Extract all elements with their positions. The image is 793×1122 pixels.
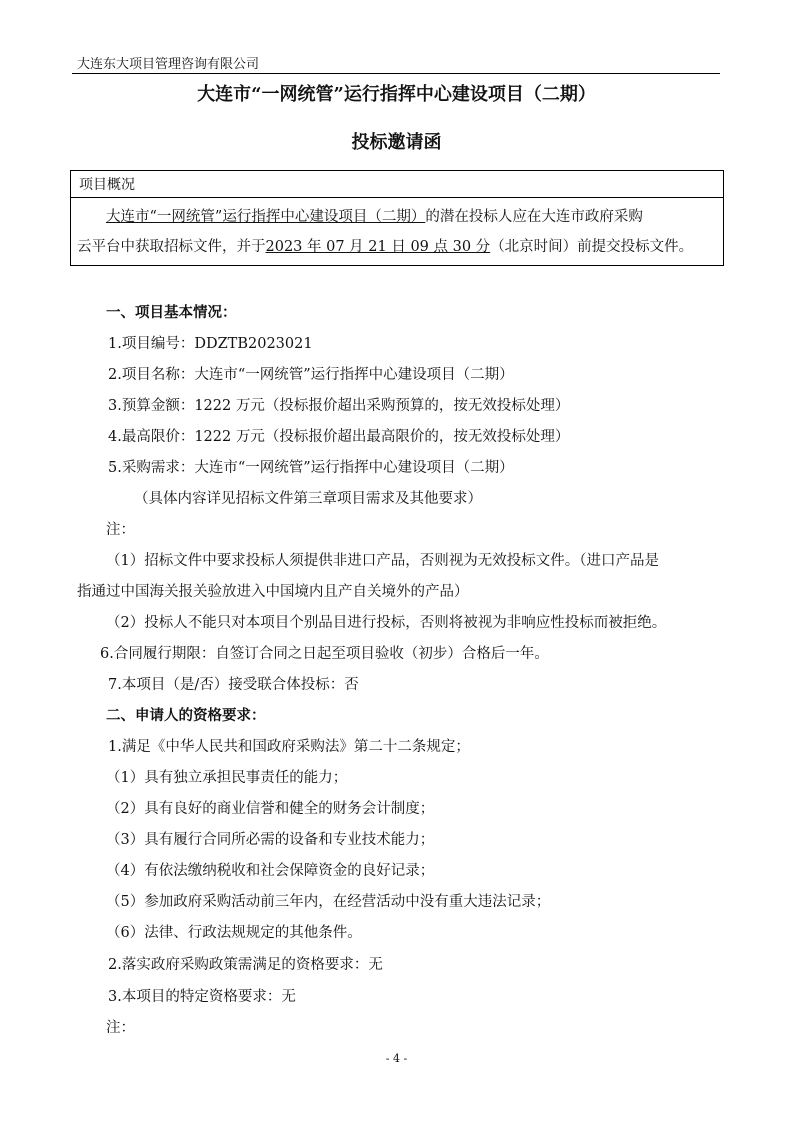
overview-project-name: 大连市“一网统管”运行指挥中心建设项目（二期） xyxy=(106,209,426,225)
section1-item: 3.预算金额：1222 万元（投标报价超出采购预算的，按无效投标处理） xyxy=(108,398,570,414)
section2-item: （1）具有独立承担民事责任的能力； xyxy=(106,770,348,786)
section2-item: （4）有依法缴纳税收和社会保障资金的良好记录； xyxy=(106,863,435,879)
section1-item: 2.项目名称：大连市“一网统管”运行指挥中心建设项目（二期） xyxy=(108,367,514,383)
project-overview-heading: 项目概况 xyxy=(79,177,135,193)
section2-item: （6）法律、行政法规规定的其他条件。 xyxy=(106,925,362,941)
section1-item: 6.合同履行期限：自签订合同之日起至项目验收（初步）合格后一年。 xyxy=(100,646,549,662)
section2-note-label: 注： xyxy=(106,1020,135,1036)
section1-heading: 一、项目基本情况： xyxy=(106,304,237,321)
section2-item: （5）参加政府采购活动前三年内，在经营活动中没有重大违法记录； xyxy=(106,894,551,910)
section2-item: 3.本项目的特定资格要求：无 xyxy=(108,989,296,1005)
section2-item: 1.满足《中华人民共和国政府采购法》第二十二条规定； xyxy=(108,739,470,755)
overview-text-c: （北京时间）前提交投标文件。 xyxy=(490,239,694,255)
section1-note: （1）招标文件中要求投标人须提供非进口产品，否则视为无效投标文件。（进口产品是 xyxy=(106,553,659,569)
section1-item: （具体内容详见招标文件第三章项目需求及其他要求） xyxy=(134,491,482,507)
section1-item: 7.本项目（是/否）接受联合体投标：否 xyxy=(108,677,359,693)
section1-item: 5.采购需求：大连市“一网统管”运行指挥中心建设项目（二期） xyxy=(108,460,514,476)
header-company-name: 大连东大项目管理咨询有限公司 xyxy=(77,57,260,72)
page-number: - 4 - xyxy=(385,1052,408,1065)
section2-heading: 二、申请人的资格要求： xyxy=(106,707,266,724)
section1-note: （2）投标人不能只对本项目个别品目进行投标，否则将被视为非响应性投标而被拒绝。 xyxy=(106,615,667,631)
document-subtitle: 投标邀请函 xyxy=(351,132,442,153)
overview-text-b: 云平台中获取招标文件，并于 xyxy=(77,239,266,255)
overview-line-1 xyxy=(106,205,643,226)
project-overview-title-row xyxy=(70,170,724,198)
overview-line-2 xyxy=(77,235,693,256)
section2-item: 2.落实政府采购政策需满足的资格要求：无 xyxy=(108,957,383,973)
section1-item: 4.最高限价：1222 万元（投标报价超出最高限价的，按无效投标处理） xyxy=(108,429,570,445)
section1-note-label: 注： xyxy=(106,522,135,538)
section1-item: 1.项目编号：DDZTB2023021 xyxy=(108,336,313,352)
overview-deadline: 2023 年 07 月 21 日 09 点 30 分 xyxy=(265,239,491,255)
header-divider xyxy=(72,73,720,74)
section2-item: （3）具有履行合同所必需的设备和专业技术能力； xyxy=(106,832,435,848)
section1-note: 指通过中国海关报关验放进入中国境内且产自关境外的产品） xyxy=(77,584,469,600)
overview-text-a: 的潜在投标人应在大连市政府采购 xyxy=(425,209,643,225)
document-title: 大连市“一网统管”运行指挥中心建设项目（二期） xyxy=(197,84,596,105)
section2-item: （2）具有良好的商业信誉和健全的财务会计制度； xyxy=(106,801,435,817)
